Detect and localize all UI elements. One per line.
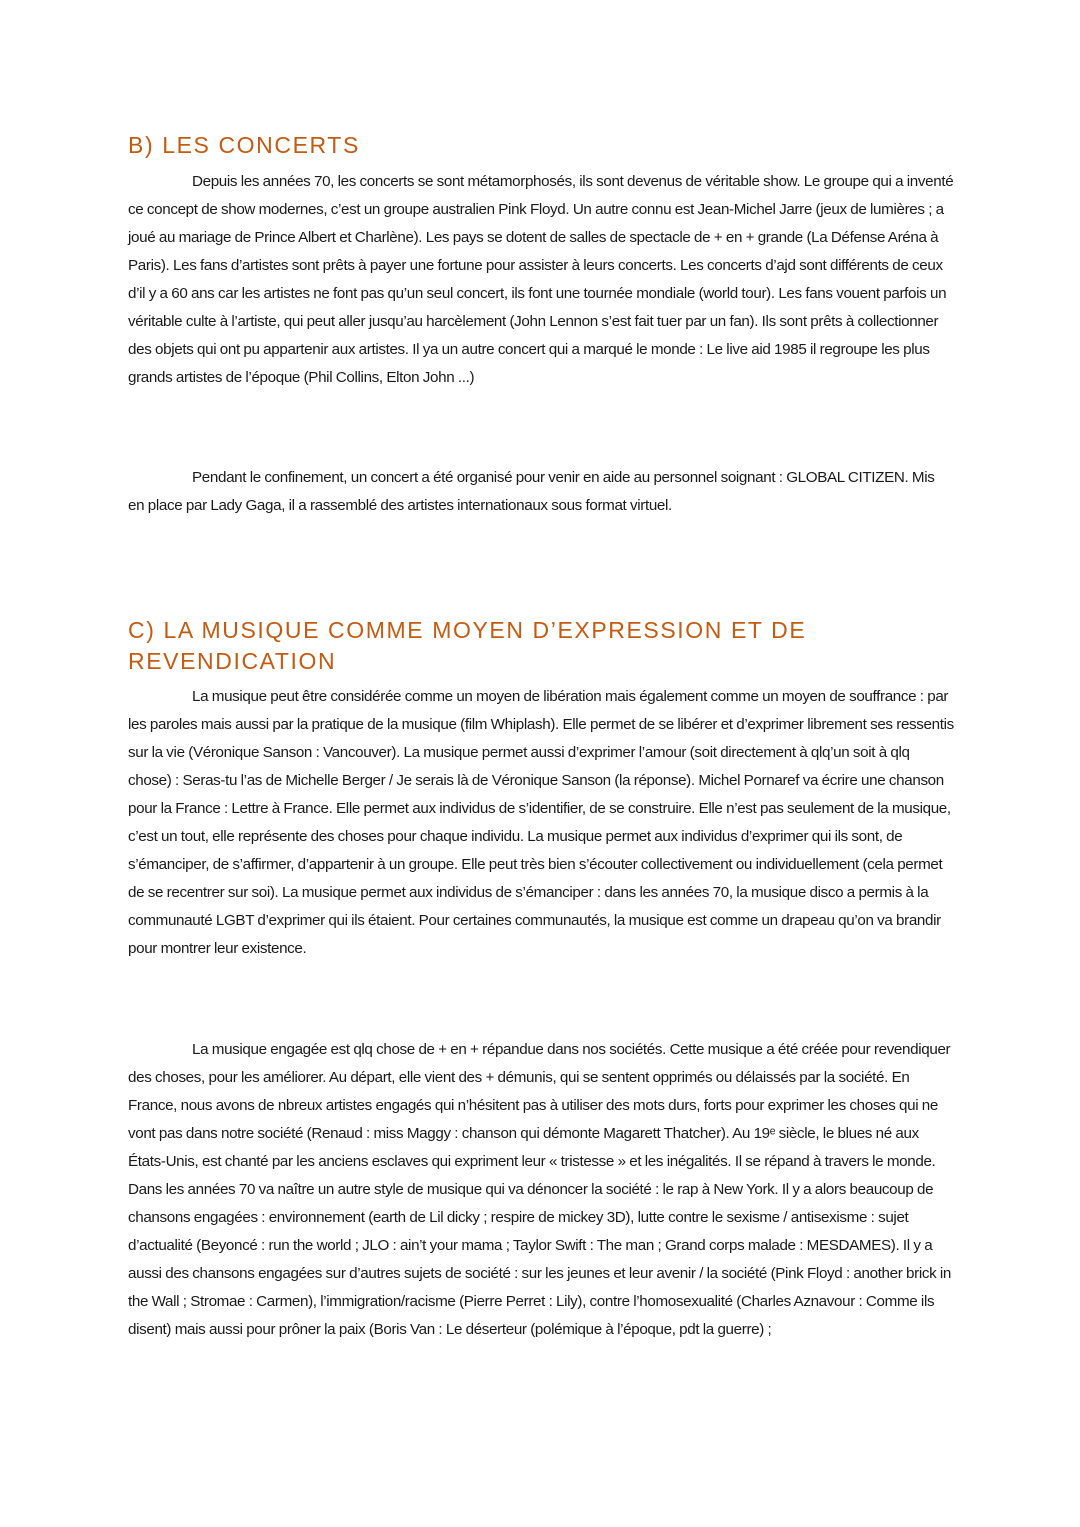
- paragraph-music-liberation: La musique peut être considérée comme un moyen de libération mais également comme un moyen de souffrance : par les paroles mais aussi par la pratique de la musique (film Whiplash). Elle permet de se libérer et d’exprimer librement ses ressentis sur la vie (Véronique Sanson : Vancouver). La musique permet aussi d’exprimer l’amour (soit directement à qlq’un soit à qlq chose) : Seras-tu l’as de Michelle Berger / Je serais là de Véronique Sanson (la réponse). Michel Pornaref va écrire une chanson pour la France : Lettre à France. Elle permet aux individus de s’identifier, de se construire. Elle n’est pas seulement de la musique, c’est un tout, elle représente des choses pour chaque individu. La musique permet aux individus d’exprimer qui ils sont, de s’émanciper, de s’affirmer, d’appartenir à un groupe. Elle peut très bien s’écouter collectivement ou individuellement (cela permet de se recentrer sur soi). La musique permet aux individus de s’émanciper : dans les années 70, la musique disco a permis à la communauté LGBT d’exprimer qui ils étaient. Pour certaines communautés, la musique est comme un drapeau qu’on va brandir pour montrer leur existence.: [128, 688, 954, 957]
- paragraph-engaged-music: La musique engagée est qlq chose de + en + répandue dans nos sociétés. Cette musique a été créée pour revendiquer des choses, pour les améliorer. Au départ, elle vient des + démunis, qui se sentent opprimés ou délaissés par la société. En France, nous avons de nbreux artistes engagés qui n’hésitent pas à utiliser des mots durs, forts pour exprimer les choses qui ne vont pas dans notre société (Renaud : miss Maggy : chanson qui démonte Magarett Thatcher). Au 19ᵉ siècle, le blues né aux États-Unis, est chanté par les anciens esclaves qui expriment leur « tristesse » et les inégalités. Il se répand à travers le monde. Dans les années 70 va naître un autre style de musique qui va dénoncer la société : le rap à New York. Il y a alors beaucoup de chansons engagées : environnement (earth de Lil dicky ; respire de mickey 3D), lutte contre le sexisme / antisexisme : sujet d’actualité (Beyoncé : run the world ; JLO : ain’t your mama ; Taylor Swift : The man ; Grand corps malade : MESDAMES). Il y a aussi des chansons engagées sur d’autres sujets de société : sur les jeunes et leur avenir / la société (Pink Floyd : another brick in the Wall ; Stromae : Carmen), l’immigration/racisme (Pierre Perret : Lily), contre l’homosexualité (Charles Aznavour : Comme ils disent) mais aussi pour prôner la paix (Boris Van : Le déserteur (polémique à l’époque, pdt la guerre) ;: [128, 1041, 952, 1338]
- section-heading-concerts: B) LES CONCERTS: [128, 132, 360, 158]
- section-heading-expression: C) LA MUSIQUE COMME MOYEN D’EXPRESSION ET DE REVENDICATION: [128, 617, 807, 674]
- paragraph-global-citizen: Pendant le confinement, un concert a été organisé pour venir en aide au personnel soignant : GLOBAL CITIZEN. Mis en place par Lady Gaga, il a rassemblé des artistes internationaux sous format virtuel.: [128, 469, 935, 514]
- paragraph-concerts-history: Depuis les années 70, les concerts se sont métamorphosés, ils sont devenus de véritable show. Le groupe qui a inventé ce concept de show modernes, c’est un groupe australien Pink Floyd. Un autre connu est Jean-Michel Jarre (jeux de lumières ; a joué au mariage de Prince Albert et Charlène). Les pays se dotent de salles de spectacle de + en + grande (La Défense Aréna à Paris). Les fans d’artistes sont prêts à payer une fortune pour assister à leurs concerts. Les concerts d’ajd sont différents de ceux d’il y a 60 ans car les artistes ne font pas qu’un seul concert, ils font une tournée mondiale (world tour). Les fans vouent parfois un véritable culte à l’artiste, qui peut aller jusqu’au harcèlement (John Lennon s’est fait tuer par un fan). Ils sont prêts à collectionner des objets qui ont pu appartenir aux artistes. Il ya un autre concert qui a marqué le monde : Le live aid 1985 il regroupe les plus grands artistes de l’époque (Phil Collins, Elton John ...): [128, 173, 954, 386]
